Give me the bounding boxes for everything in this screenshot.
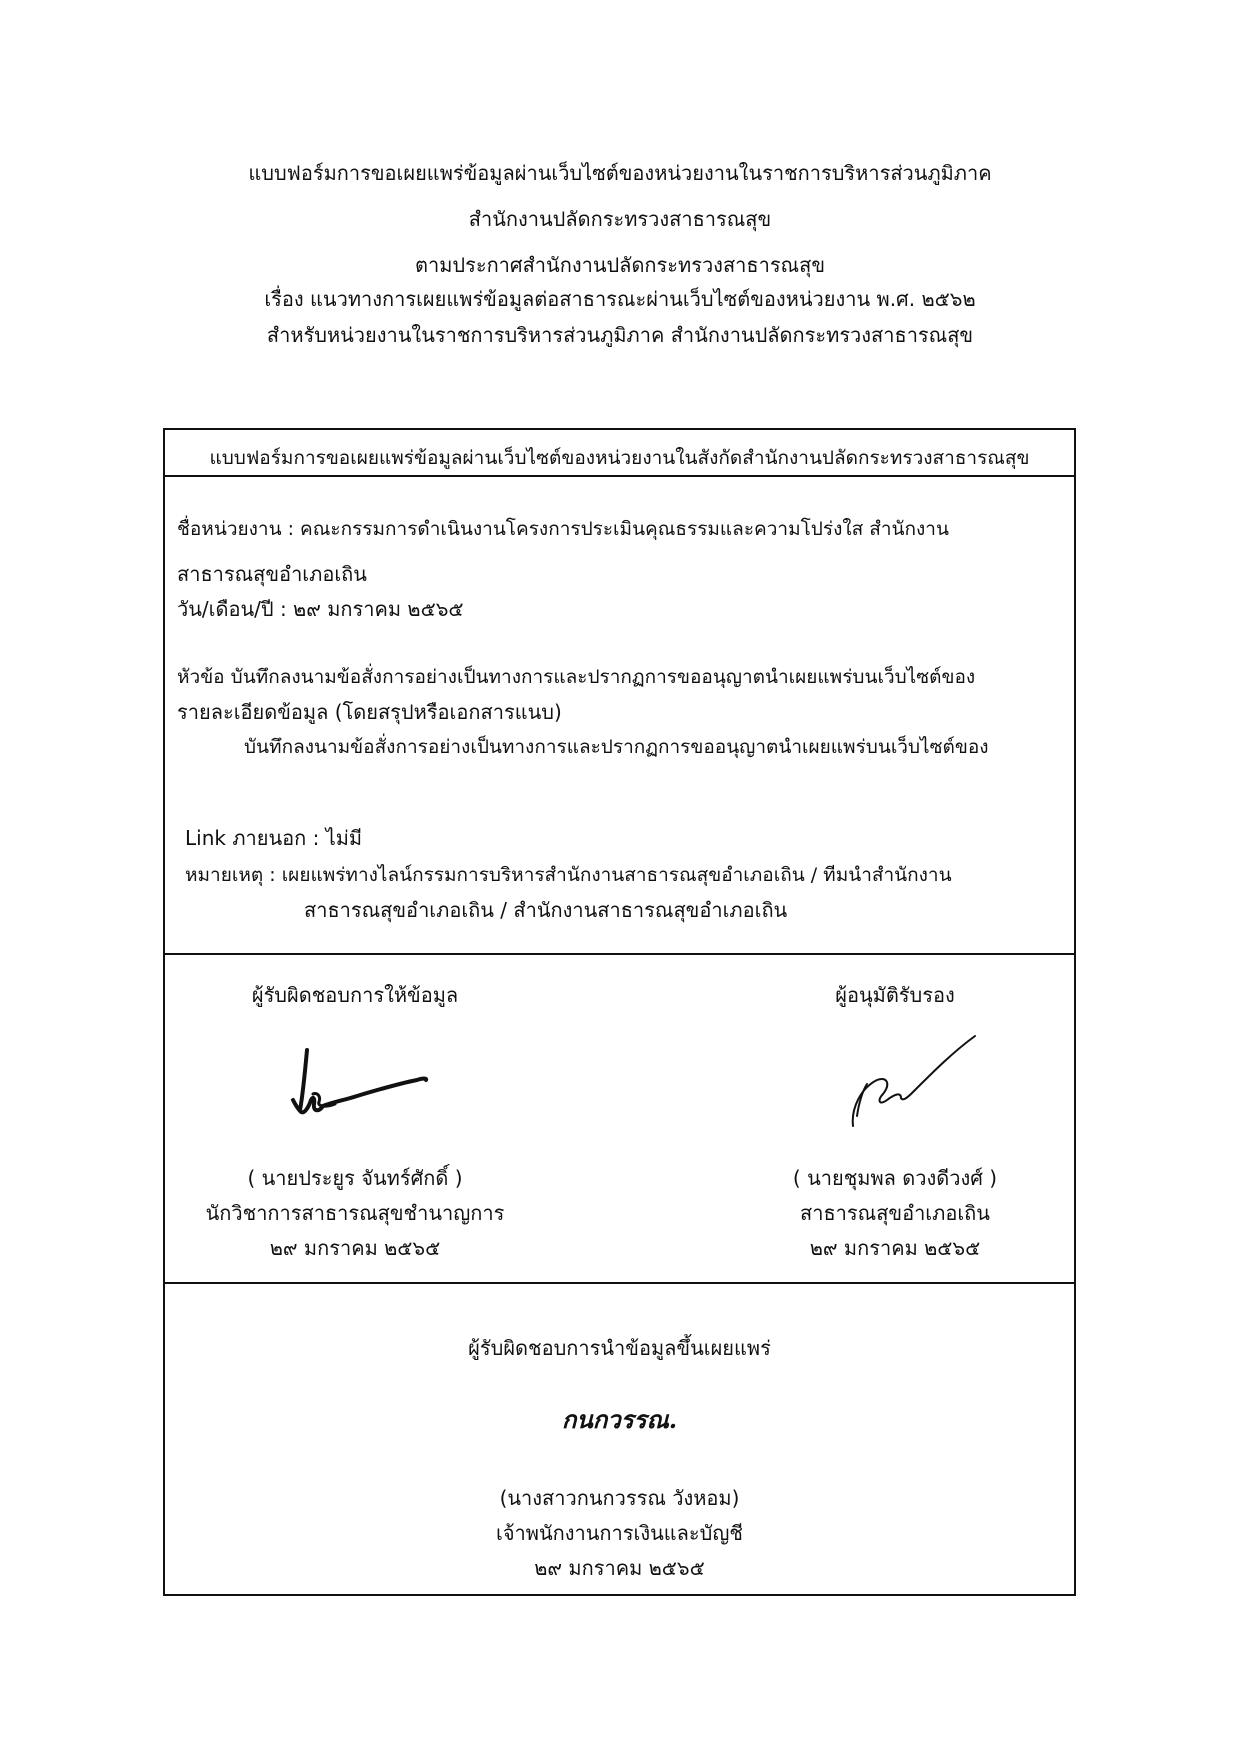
divider-signatures	[165, 1282, 1074, 1284]
provider-position: นักวิชาการสาธารณสุขชำนาญการ	[205, 1201, 505, 1225]
publisher-position: เจ้าพนักงานการเงินและบัญชี	[496, 1521, 743, 1545]
detail-label: รายละเอียดข้อมูล (โดยสรุปหรือเอกสารแนบ)	[177, 700, 562, 724]
header-line-2: สำนักงานปลัดกระทรวงสาธารณสุข	[468, 207, 772, 231]
publisher-role: ผู้รับผิดชอบการนำข้อมูลขึ้นเผยแพร่	[468, 1336, 771, 1360]
approver-position: สาธารณสุขอำเภอเถิน	[800, 1201, 990, 1225]
header-line-1: แบบฟอร์มการขอเผยแพร่ข้อมูลผ่านเว็บไซต์ของหน่วยงานในราชการบริหารส่วนภูมิภาค	[248, 161, 992, 185]
request-form	[163, 428, 1076, 1596]
provider-name: ( นายประยูร จันทร์ศักดิ์ )	[247, 1166, 463, 1190]
approver-signature	[843, 1028, 983, 1133]
publisher-name: (นางสาวกนกวรรณ วังหอม)	[499, 1486, 740, 1510]
publisher-signature: กนกวรรณ.	[561, 1405, 678, 1434]
note-line-1: หมายเหตุ : เผยแพร่ทางไลน์กรรมการบริหารสำนักงานสาธารณสุขอำเภอเถิน / ทีมนำสำนักงาน	[185, 864, 952, 886]
divider-title	[165, 475, 1074, 477]
publisher-date: ๒๙ มกราคม ๒๕๖๕	[534, 1556, 705, 1580]
external-link-line: Link ภายนอก : ไม่มี	[185, 826, 363, 850]
header-line-5: สำหรับหน่วยงานในราชการบริหารส่วนภูมิภาค สำนักงานปลัดกระทรวงสาธารณสุข	[266, 323, 974, 347]
provider-date: ๒๙ มกราคม ๒๕๖๕	[269, 1236, 441, 1260]
header-line-4: เรื่อง แนวทางการเผยแพร่ข้อมูลต่อสาธารณะผ่านเว็บไซต์ของหน่วยงาน พ.ศ. ๒๕๖๒	[264, 287, 976, 311]
agency-line-2: สาธารณสุขอำเภอเถิน	[177, 562, 367, 586]
header-line-3: ตามประกาศสำนักงานปลัดกระทรวงสาธารณสุข	[414, 253, 825, 277]
subject-line: หัวข้อ บันทึกลงนามข้อสั่งการอย่างเป็นทางการและปรากฏการขออนุญาตนำเผยแพร่บนเว็บไซต์ของ	[177, 666, 976, 688]
date-line: วัน/เดือน/ปี : ๒๙ มกราคม ๒๕๖๕	[177, 597, 464, 621]
detail-text: บันทึกลงนามข้อสั่งการอย่างเป็นทางการและปรากฏการขออนุญาตนำเผยแพร่บนเว็บไซต์ของ	[244, 736, 989, 758]
approver-role: ผู้อนุมัติรับรอง	[835, 983, 955, 1007]
agency-line-1: ชื่อหน่วยงาน : คณะกรรมการดำเนินงานโครงการประเมินคุณธรรมและความโปร่งใส สำนักงาน	[177, 518, 949, 540]
approver-name: ( นายชุมพล ดวงดีวงศ์ )	[792, 1166, 998, 1190]
divider-details	[165, 953, 1074, 955]
form-title: แบบฟอร์มการขอเผยแพร่ข้อมูลผ่านเว็บไซต์ของหน่วยงานในสังกัดสำนักงานปลัดกระทรวงสาธารณสุข	[209, 447, 1030, 469]
approver-date: ๒๙ มกราคม ๒๕๖๕	[809, 1236, 981, 1260]
provider-role: ผู้รับผิดชอบการให้ข้อมูล	[251, 983, 459, 1007]
provider-signature	[285, 1042, 445, 1127]
note-line-2: สาธารณสุขอำเภอเถิน / สำนักงานสาธารณสุขอำเภอเถิน	[304, 898, 788, 922]
